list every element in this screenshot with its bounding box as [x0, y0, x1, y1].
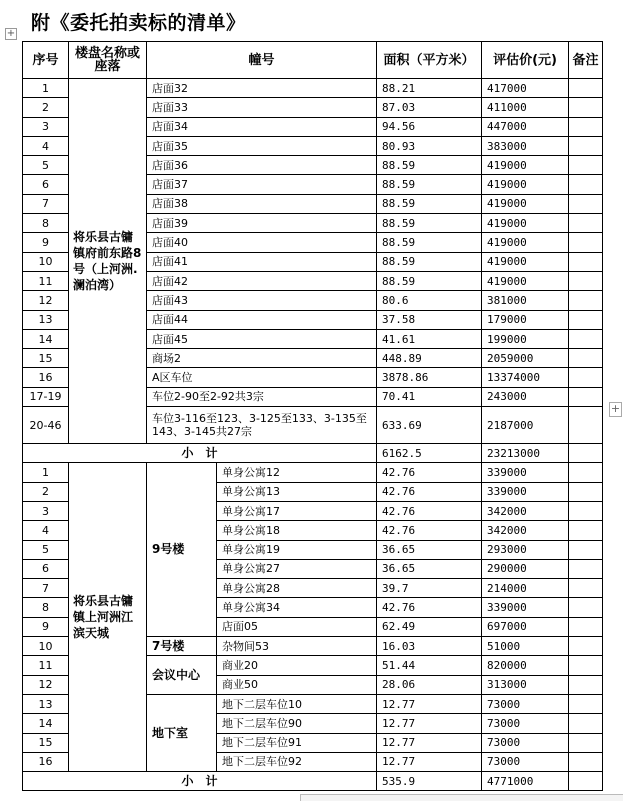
unit-cell: 店面34: [147, 117, 377, 136]
note-cell: [569, 291, 603, 310]
price-cell: 199000: [482, 329, 569, 348]
unit-cell: 店面40: [147, 233, 377, 252]
area-cell: 12.77: [377, 714, 482, 733]
unit-cell: 店面05: [217, 617, 377, 636]
area-cell: 448.89: [377, 349, 482, 368]
area-cell: 42.76: [377, 463, 482, 482]
unit-cell: 杂物间53: [217, 637, 377, 656]
note-cell: [569, 598, 603, 617]
unit-cell: 车位2-90至2-92共3宗: [147, 387, 377, 406]
price-cell: 13374000: [482, 368, 569, 387]
seq-cell: 14: [23, 329, 69, 348]
price-cell: 342000: [482, 521, 569, 540]
unit-cell: 车位3-116至123、3-125至133、3-135至143、3-145共27宗: [147, 407, 377, 444]
header-area: 面积（平方米）: [377, 42, 482, 79]
note-cell: [569, 329, 603, 348]
area-cell: 88.59: [377, 156, 482, 175]
seq-cell: 2: [23, 98, 69, 117]
table-move-handle[interactable]: +: [6, 28, 16, 39]
unit-cell: 地下二层车位10: [217, 694, 377, 713]
unit-cell: 单身公寓12: [217, 463, 377, 482]
note-cell: [569, 752, 603, 771]
note-cell: [569, 463, 603, 482]
note-cell: [569, 637, 603, 656]
building-7: 7号楼: [147, 637, 217, 656]
area-cell: 3878.86: [377, 368, 482, 387]
price-cell: 820000: [482, 656, 569, 675]
note-cell: [569, 675, 603, 694]
area-cell: 12.77: [377, 733, 482, 752]
seq-cell: 2: [23, 482, 69, 501]
area-cell: 88.59: [377, 252, 482, 271]
unit-cell: 单身公寓17: [217, 501, 377, 520]
subtotal-label: 小 计: [23, 444, 377, 463]
building-9: 9号楼: [147, 463, 217, 637]
price-cell: 411000: [482, 98, 569, 117]
unit-cell: 店面41: [147, 252, 377, 271]
price-cell: 342000: [482, 501, 569, 520]
area-cell: 37.58: [377, 310, 482, 329]
unit-cell: A区车位: [147, 368, 377, 387]
building-basement: 地下室: [147, 694, 217, 771]
unit-cell: 单身公寓13: [217, 482, 377, 501]
table-header-row: [23, 42, 603, 79]
seq-cell: 10: [23, 252, 69, 271]
unit-cell: 店面32: [147, 79, 377, 98]
unit-cell: 店面37: [147, 175, 377, 194]
area-cell: 16.03: [377, 637, 482, 656]
page-title: 附《委托拍卖标的清单》: [31, 12, 246, 34]
property-location-1: 将乐县古镛镇府前东路8号（上河洲.澜泊湾）: [69, 79, 147, 444]
note-cell: [569, 368, 603, 387]
unit-cell: 店面42: [147, 271, 377, 290]
note-cell: [569, 772, 603, 791]
area-cell: 36.65: [377, 540, 482, 559]
price-cell: 51000: [482, 637, 569, 656]
add-row-handle[interactable]: +: [610, 402, 621, 415]
price-cell: 2059000: [482, 349, 569, 368]
note-cell: [569, 349, 603, 368]
note-cell: [569, 617, 603, 636]
price-cell: 290000: [482, 559, 569, 578]
area-cell: 88.59: [377, 233, 482, 252]
seq-cell: 3: [23, 117, 69, 136]
seq-cell: 16: [23, 752, 69, 771]
area-cell: 62.49: [377, 617, 482, 636]
seq-cell: 6: [23, 175, 69, 194]
note-cell: [569, 482, 603, 501]
unit-cell: 商业50: [217, 675, 377, 694]
unit-cell: 店面33: [147, 98, 377, 117]
price-cell: 383000: [482, 136, 569, 155]
note-cell: [569, 694, 603, 713]
price-cell: 419000: [482, 252, 569, 271]
seq-cell: 7: [23, 194, 69, 213]
seq-cell: 9: [23, 233, 69, 252]
header-price: 评估价(元): [482, 42, 569, 79]
note-cell: [569, 579, 603, 598]
unit-cell: 商场2: [147, 349, 377, 368]
area-cell: 12.77: [377, 694, 482, 713]
price-cell: 2187000: [482, 407, 569, 444]
unit-cell: 单身公寓28: [217, 579, 377, 598]
note-cell: [569, 233, 603, 252]
area-cell: 80.6: [377, 291, 482, 310]
subtotal-row-1: [23, 444, 603, 463]
area-cell: 42.76: [377, 501, 482, 520]
area-cell: 87.03: [377, 98, 482, 117]
unit-cell: 店面45: [147, 329, 377, 348]
note-cell: [569, 521, 603, 540]
price-cell: 697000: [482, 617, 569, 636]
unit-cell: 店面35: [147, 136, 377, 155]
area-cell: 94.56: [377, 117, 482, 136]
unit-cell: 店面44: [147, 310, 377, 329]
price-cell: 313000: [482, 675, 569, 694]
note-cell: [569, 733, 603, 752]
price-cell: 339000: [482, 482, 569, 501]
seq-cell: 3: [23, 501, 69, 520]
subtotal-price: 4771000: [482, 772, 569, 791]
auction-list-table: [22, 41, 603, 791]
header-seq: 序号: [23, 42, 69, 79]
seq-cell: 15: [23, 349, 69, 368]
price-cell: 214000: [482, 579, 569, 598]
seq-cell: 13: [23, 694, 69, 713]
subtotal-row-2: [23, 772, 603, 791]
seq-cell: 1: [23, 463, 69, 482]
note-cell: [569, 501, 603, 520]
subtotal-label: 小 计: [23, 772, 377, 791]
note-cell: [569, 252, 603, 271]
unit-cell: 店面43: [147, 291, 377, 310]
area-cell: 41.61: [377, 329, 482, 348]
note-cell: [569, 98, 603, 117]
table-row: [23, 79, 603, 98]
note-cell: [569, 444, 603, 463]
note-cell: [569, 117, 603, 136]
area-cell: 70.41: [377, 387, 482, 406]
seq-cell: 11: [23, 271, 69, 290]
seq-cell: 8: [23, 598, 69, 617]
building-meeting-center: 会议中心: [147, 656, 217, 695]
seq-cell: 9: [23, 617, 69, 636]
note-cell: [569, 156, 603, 175]
area-cell: 12.77: [377, 752, 482, 771]
price-cell: 419000: [482, 175, 569, 194]
unit-cell: 地下二层车位91: [217, 733, 377, 752]
note-cell: [569, 214, 603, 233]
note-cell: [569, 136, 603, 155]
area-cell: 80.93: [377, 136, 482, 155]
unit-cell: 店面38: [147, 194, 377, 213]
seq-cell: 12: [23, 675, 69, 694]
unit-cell: 单身公寓19: [217, 540, 377, 559]
seq-cell: 8: [23, 214, 69, 233]
area-cell: 42.76: [377, 598, 482, 617]
area-cell: 88.21: [377, 79, 482, 98]
price-cell: 419000: [482, 233, 569, 252]
header-unit: 幢号: [147, 42, 377, 79]
area-cell: 36.65: [377, 559, 482, 578]
seq-cell: 1: [23, 79, 69, 98]
seq-cell: 5: [23, 540, 69, 559]
unit-cell: 单身公寓34: [217, 598, 377, 617]
price-cell: 381000: [482, 291, 569, 310]
price-cell: 73000: [482, 694, 569, 713]
note-cell: [569, 310, 603, 329]
price-cell: 293000: [482, 540, 569, 559]
subtotal-area: 535.9: [377, 772, 482, 791]
table-row: [23, 463, 603, 482]
area-cell: 88.59: [377, 214, 482, 233]
price-cell: 417000: [482, 79, 569, 98]
seq-cell: 5: [23, 156, 69, 175]
price-cell: 419000: [482, 271, 569, 290]
seq-cell: 4: [23, 521, 69, 540]
seq-cell: 4: [23, 136, 69, 155]
note-cell: [569, 540, 603, 559]
price-cell: 179000: [482, 310, 569, 329]
seq-cell: 14: [23, 714, 69, 733]
seq-cell: 6: [23, 559, 69, 578]
seq-cell: 11: [23, 656, 69, 675]
seq-cell: 13: [23, 310, 69, 329]
note-cell: [569, 559, 603, 578]
area-cell: 28.06: [377, 675, 482, 694]
price-cell: 419000: [482, 194, 569, 213]
price-cell: 73000: [482, 714, 569, 733]
price-cell: 243000: [482, 387, 569, 406]
unit-cell: 商业20: [217, 656, 377, 675]
area-cell: 633.69: [377, 407, 482, 444]
unit-cell: 单身公寓18: [217, 521, 377, 540]
unit-cell: 店面39: [147, 214, 377, 233]
note-cell: [569, 656, 603, 675]
price-cell: 339000: [482, 598, 569, 617]
unit-cell: 单身公寓27: [217, 559, 377, 578]
seq-cell: 20-46: [23, 407, 69, 444]
seq-cell: 12: [23, 291, 69, 310]
seq-cell: 7: [23, 579, 69, 598]
note-cell: [569, 387, 603, 406]
property-location-2: 将乐县古镛镇上河洲江滨天城: [69, 463, 147, 772]
subtotal-price: 23213000: [482, 444, 569, 463]
price-cell: 73000: [482, 733, 569, 752]
note-cell: [569, 79, 603, 98]
area-cell: 88.59: [377, 175, 482, 194]
area-cell: 88.59: [377, 271, 482, 290]
area-cell: 39.7: [377, 579, 482, 598]
note-cell: [569, 175, 603, 194]
price-cell: 447000: [482, 117, 569, 136]
area-cell: 42.76: [377, 521, 482, 540]
seq-cell: 17-19: [23, 387, 69, 406]
note-cell: [569, 271, 603, 290]
area-cell: 51.44: [377, 656, 482, 675]
unit-cell: 店面36: [147, 156, 377, 175]
unit-cell: 地下二层车位92: [217, 752, 377, 771]
price-cell: 419000: [482, 214, 569, 233]
seq-cell: 15: [23, 733, 69, 752]
header-note: 备注: [569, 42, 603, 79]
price-cell: 339000: [482, 463, 569, 482]
header-property: 楼盘名称或座落: [69, 42, 147, 79]
area-cell: 88.59: [377, 194, 482, 213]
unit-cell: 地下二层车位90: [217, 714, 377, 733]
seq-cell: 16: [23, 368, 69, 387]
subtotal-area: 6162.5: [377, 444, 482, 463]
seq-cell: 10: [23, 637, 69, 656]
area-cell: 42.76: [377, 482, 482, 501]
note-cell: [569, 194, 603, 213]
price-cell: 73000: [482, 752, 569, 771]
price-cell: 419000: [482, 156, 569, 175]
note-cell: [569, 714, 603, 733]
note-cell: [569, 407, 603, 444]
